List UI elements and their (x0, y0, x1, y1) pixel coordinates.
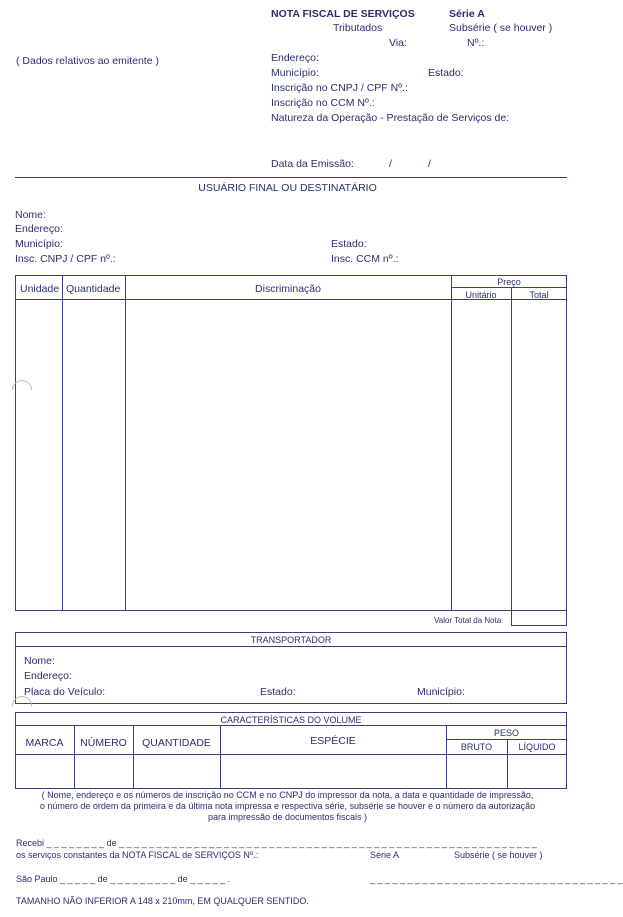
vol-marca: MARCA (25, 737, 64, 749)
sao-paulo-date-line: São Paulo _ _ _ _ _ de _ _ _ _ _ _ _ _ _ de _ _ _ _ _ . (16, 874, 231, 884)
emitente-ccm-label: Inscrição no CCM Nº.: (271, 97, 375, 109)
dest-ccm-label: Insc. CCM nº.: (331, 253, 399, 265)
emitente-municipio-label: Município: (271, 67, 319, 79)
col-quantidade: Quantidade (66, 283, 121, 295)
date-slash-2: / (428, 158, 431, 170)
footnote-line-1: ( Nome, endereço e os números de inscrição no CCM e no CNPJ do impressor da nota, a data e quantidade de impressão, (41, 790, 534, 800)
dest-estado-label: Estado: (331, 238, 367, 250)
emitente-cnpj-label: Inscrição no CNPJ / CPF Nº.: (271, 82, 408, 94)
natureza-operacao-label: Natureza da Operação - Prestação de Serviços de: (271, 112, 510, 124)
numero-label: Nº.: (467, 37, 485, 49)
receipt-serie-label: Série A (370, 850, 400, 860)
emitente-estado-label: Estado: (428, 67, 464, 79)
vol-numero: NÚMERO (80, 737, 127, 749)
footnote-line-3: para impressão de documentos fiscais ) (207, 812, 368, 822)
data-emissao-label: Data da Emissão: (271, 158, 354, 170)
servicos-label: os serviços constantes da NOTA FISCAL de SERVIÇOS Nº.: (16, 850, 259, 860)
receipt-subserie-label: Subsérie ( se houver ) (454, 850, 543, 860)
vol-liquido: LÍQUIDO (518, 742, 556, 752)
vol-bruto: BRUTO (460, 742, 493, 752)
col-unidade: Unidade (20, 283, 60, 295)
col-divider-2 (125, 275, 126, 611)
dest-municipio-label: Município: (15, 238, 63, 250)
transportador-divider (15, 646, 567, 647)
vol-especie: ESPÉCIE (310, 735, 356, 747)
tamanho-note: TAMANHO NÃO INFERIOR A 148 x 210mm, EM QUALQUER SENTIDO. (16, 896, 309, 906)
form-title: NOTA FISCAL DE SERVIÇOS (271, 8, 415, 20)
transp-placa-label: Placa do Veículo: (24, 686, 106, 698)
recebi-line: Recebi _ _ _ _ _ _ _ _ de _ _ _ _ _ _ _ _ _ _ _ _ _ _ _ _ _ _ _ _ _ _ _ _ _ _ _ _ _ _ _ _ _ _ _ _ _ _ _ _ _ _ _ _ _ _ _ _ _ _ _ _ _ _ _ _ (16, 838, 537, 848)
signature-line: _ _ _ _ _ _ _ _ _ _ _ _ _ _ _ _ _ _ _ _ _ _ _ _ _ _ _ _ _ _ _ _ _ _ (370, 874, 623, 884)
volume-title: CARACTERÍSTICAS DO VOLUME (220, 715, 362, 725)
transp-endereco-label: Endereço: (24, 670, 72, 682)
col-divider-4 (511, 288, 512, 611)
dest-nome-label: Nome: (15, 209, 46, 221)
col-discriminacao: Discriminação (255, 283, 321, 295)
footnote-line-2: o número de ordem da primeira e da última nota impressa e respectiva série, subsérie se houver e o número da autorização (39, 801, 536, 811)
emitente-label: ( Dados relativos ao emitente ) (16, 55, 159, 67)
subserie-label: Subsérie ( se houver ) (449, 22, 553, 34)
vol-col-2 (133, 725, 134, 789)
date-slash-1: / (389, 158, 392, 170)
col-divider-1 (62, 275, 63, 611)
vol-col-1 (74, 725, 75, 789)
transp-municipio-label: Município: (417, 686, 465, 698)
destinatario-title: USUÁRIO FINAL OU DESTINATÁRIO (198, 182, 377, 194)
vol-peso: PESO (493, 728, 519, 738)
valor-total-box (511, 610, 567, 626)
transportador-title: TRANSPORTADOR (250, 635, 332, 645)
tributados-label: Tributados (333, 22, 383, 34)
col-total: Total (529, 290, 549, 300)
vol-quantidade: QUANTIDADE (142, 737, 211, 749)
emitente-endereco-label: Endereço: (271, 52, 319, 64)
valor-total-label: Valor Total da Nota (434, 616, 502, 625)
col-divider-3 (451, 275, 452, 611)
col-preco: Preço (497, 277, 521, 287)
volume-header-divider (15, 754, 567, 755)
via-label: Via: (389, 37, 407, 49)
dest-endereco-label: Endereço: (15, 223, 63, 235)
header-divider (15, 177, 567, 178)
dest-cnpj-label: Insc. CNPJ / CPF nº.: (15, 253, 116, 265)
col-unitario: Unitário (465, 290, 497, 300)
serie-label: Série A (449, 8, 485, 20)
transp-estado-label: Estado: (260, 686, 296, 698)
transp-nome-label: Nome: (24, 655, 55, 667)
items-table (15, 275, 567, 611)
